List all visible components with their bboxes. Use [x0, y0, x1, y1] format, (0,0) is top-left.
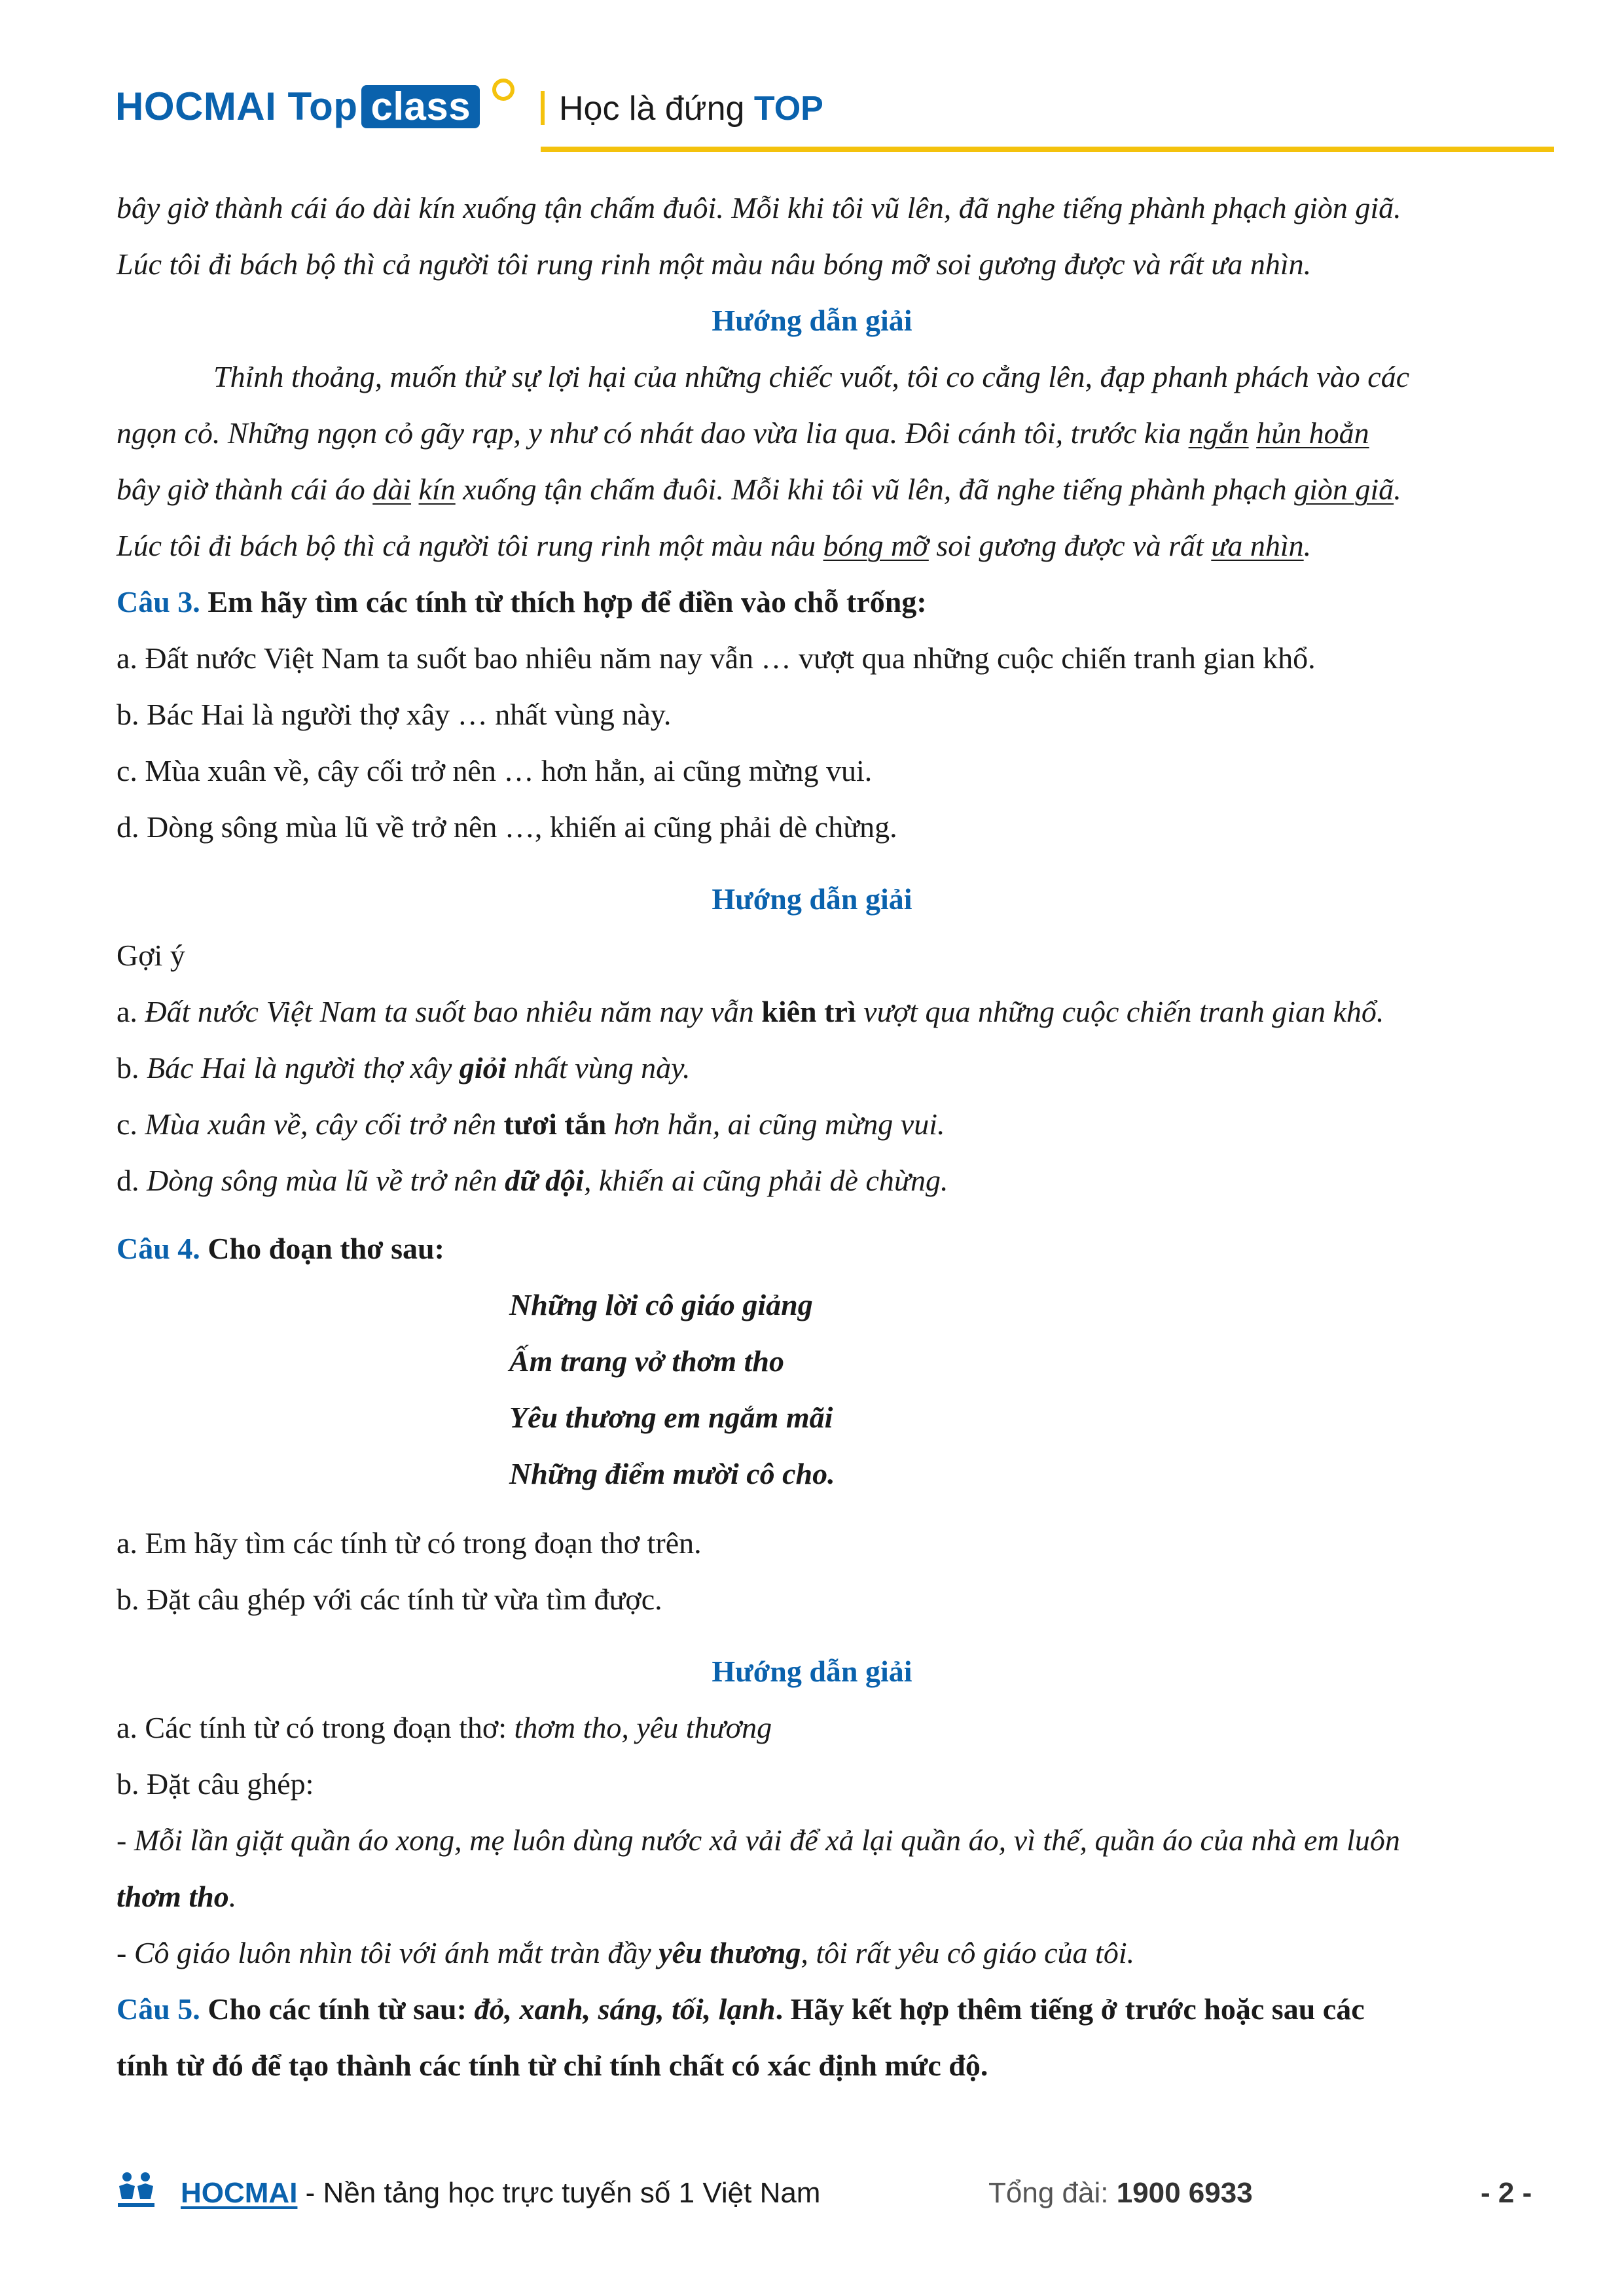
- slogan: [541, 89, 823, 128]
- poem-line: Yêu thương em ngắm mãi: [509, 1401, 833, 1434]
- footer-hotline-number: 1900 6933: [1116, 2177, 1253, 2209]
- footer-tagline: - Nền tảng học trực tuyến số 1 Việt Nam: [297, 2177, 821, 2209]
- q4-sentence-1-end: thơm tho.: [117, 1880, 237, 1913]
- q3-answer-a: a. Đất nước Việt Nam ta suốt bao nhiêu năm nay vẫn kiên trì vượt qua những cuộc chiến tranh gian khổ.: [117, 995, 1384, 1028]
- slogan-highlight: TOP: [753, 90, 823, 128]
- intro-line-2: Lúc tôi đi bách bộ thì cả người tôi rung rinh một màu nâu bóng mỡ soi gương được và rất ưa nhìn.: [117, 247, 1312, 281]
- q3-item-c: c. Mùa xuân về, cây cối trở nên … hơn hẳn, ai cũng mừng vui.: [117, 754, 873, 787]
- guide1-text: soi gương được và rất: [928, 529, 1212, 562]
- footer-hotline: [988, 2177, 1253, 2210]
- answer-word: thơm tho, yêu thương: [514, 1711, 772, 1744]
- answer-word: dữ dội: [505, 1164, 584, 1197]
- answer-word: kiên trì: [761, 995, 856, 1028]
- question-5: [117, 1991, 1365, 2028]
- question-label: Câu 4.: [117, 1232, 200, 1265]
- brand-class: class: [361, 85, 480, 128]
- q3-answer-d: d. Dòng sông mùa lũ về trở nên dữ dội, khiến ai cũng phải dè chừng.: [117, 1164, 948, 1197]
- poem-line: Những lời cô giáo giảng: [509, 1288, 813, 1321]
- poem-line: Ấm trang vở thơm tho: [509, 1344, 785, 1378]
- question-3: [117, 584, 927, 620]
- brand-logo: [115, 84, 480, 129]
- question-label: Câu 3.: [117, 585, 200, 619]
- answer-text: , tôi rất yêu cô giáo của tôi.: [801, 1936, 1135, 1969]
- answer-text: , khiến ai cũng phải dè chừng.: [583, 1164, 948, 1197]
- header-rule: [541, 147, 1554, 152]
- answer-word: yêu thương: [659, 1936, 801, 1969]
- question-5-line-2: tính từ đó để tạo thành các tính từ chỉ tính chất có xác định mức độ.: [117, 2049, 988, 2082]
- q4-item-b: b. Đặt câu ghép với các tính từ vừa tìm được.: [117, 1583, 662, 1616]
- question-4: [117, 1230, 444, 1267]
- guide-heading-2: Hướng dẫn giải: [712, 882, 912, 916]
- answer-word: thơm tho: [117, 1880, 229, 1913]
- q4-item-a: a. Em hãy tìm các tính từ có trong đoạn thơ trên.: [117, 1526, 702, 1560]
- poem-line: Những điểm mười cô cho.: [509, 1457, 835, 1490]
- underlined-adjective: ưa nhìn: [1211, 529, 1304, 562]
- guide1-line-4: Lúc tôi đi bách bộ thì cả người tôi rung rinh một màu nâu bóng mỡ soi gương được và rất ưa nhìn.: [117, 529, 1312, 562]
- hocmai-people-icon: [115, 2170, 157, 2210]
- sun-icon: [492, 79, 514, 101]
- guide1-text: xuống tận chấm đuôi. Mỗi khi tôi vũ lên, đã nghe tiếng phành phạch: [455, 473, 1295, 506]
- answer-text: hơn hẳn, ai cũng mừng vui.: [606, 1107, 945, 1141]
- footer-brand-link[interactable]: HOCMAI: [181, 2177, 298, 2209]
- question-words: đỏ, xanh, sáng, tối, lạnh: [474, 1992, 776, 2026]
- guide1-text: ngọn cỏ. Những ngọn cỏ gãy rạp, y như có nhát dao vừa lia qua. Đôi cánh tôi, trước kia: [117, 416, 1189, 450]
- answer-text: Dòng sông mùa lũ về trở nên: [147, 1164, 505, 1197]
- q4-sentence-2: [117, 1935, 1134, 1971]
- answer-text: Mùa xuân về, cây cối trở nên: [145, 1107, 504, 1141]
- answer-text: Bác Hai là người thợ xây: [147, 1051, 460, 1085]
- guide-heading-3: Hướng dẫn giải: [712, 1655, 912, 1688]
- answer-text: nhất vùng này.: [506, 1051, 691, 1085]
- q3-item-d: d. Dòng sông mùa lũ về trở nên …, khiến ai cũng phải dè chừng.: [117, 810, 897, 844]
- answer-word: giỏi: [459, 1051, 507, 1085]
- q3-item-a: a. Đất nước Việt Nam ta suốt bao nhiêu năm nay vẫn … vượt qua những cuộc chiến tranh gian khổ.: [117, 641, 1316, 675]
- underlined-adjective: dài: [372, 473, 412, 506]
- question-text: Cho các tính từ sau:: [208, 1992, 475, 2026]
- guide-heading-1: Hướng dẫn giải: [712, 304, 912, 337]
- brand-hocmai: HOCMAI: [115, 84, 277, 128]
- page-number: - 2 -: [1481, 2177, 1532, 2209]
- answer-word: tươi tắn: [503, 1107, 607, 1141]
- q3-hint: Gợi ý: [117, 939, 185, 972]
- guide1-line-2: [117, 415, 1369, 452]
- underlined-adjective: ngắn: [1188, 416, 1249, 450]
- guide1-text: Lúc tôi đi bách bộ thì cả người tôi rung rinh một màu nâu: [117, 529, 823, 562]
- question-text: . Hãy kết hợp thêm tiếng ở trước hoặc sau các: [775, 1992, 1365, 2026]
- q3-answer-b: b. Bác Hai là người thợ xây giỏi nhất vùng này.: [117, 1051, 691, 1085]
- question-text: Cho đoạn thơ sau:: [208, 1232, 444, 1265]
- question-text: Em hãy tìm các tính từ thích hợp để điền vào chỗ trống:: [208, 585, 927, 619]
- answer-text: Đất nước Việt Nam ta suốt bao nhiêu năm nay vẫn: [145, 995, 762, 1028]
- guide1-line-3: bây giờ thành cái áo dài kín xuống tận chấm đuôi. Mỗi khi tôi vũ lên, đã nghe tiếng phành phạch giòn giã.: [117, 473, 1401, 506]
- answer-text: - Cô giáo luôn nhìn tôi với ánh mắt tràn đầy: [117, 1936, 659, 1969]
- footer-hotline-label: Tổng đài:: [988, 2177, 1117, 2209]
- q3-item-b: b. Bác Hai là người thợ xây … nhất vùng này.: [117, 698, 672, 731]
- q4-sentence-1: - Mỗi lần giặt quần áo xong, mẹ luôn dùng nước xả vải để xả lại quần áo, vì thế, quần áo của nhà em luôn: [117, 1823, 1400, 1857]
- q3-answer-c: c. Mùa xuân về, cây cối trở nên tươi tắn hơn hẳn, ai cũng mừng vui.: [117, 1107, 945, 1141]
- answer-text: a. Các tính từ có trong đoạn thơ:: [117, 1711, 514, 1744]
- underlined-adjective: giòn giã: [1294, 473, 1394, 506]
- question-label: Câu 5.: [117, 1992, 200, 2026]
- intro-line-1: bây giờ thành cái áo dài kín xuống tận chấm đuôi. Mỗi khi tôi vũ lên, đã nghe tiếng phành phạch giòn giã.: [117, 191, 1401, 224]
- slogan-divider: [541, 91, 545, 125]
- brand-top: Top: [287, 84, 358, 128]
- guide1-line-1: Thỉnh thoảng, muốn thử sự lợi hại của những chiếc vuốt, tôi co cẳng lên, đạp phanh phách vào các: [213, 360, 1410, 393]
- footer-brand: [181, 2177, 820, 2210]
- slogan-text: Học là đứng: [559, 90, 745, 128]
- answer-text: vượt qua những cuộc chiến tranh gian khổ.: [856, 995, 1384, 1028]
- q4-answer-a: [117, 1710, 772, 1746]
- underlined-adjective: kín: [418, 473, 456, 506]
- q4-answer-b: b. Đặt câu ghép:: [117, 1767, 314, 1801]
- underlined-adjective: hủn hoẳn: [1256, 416, 1369, 450]
- guide1-text: bây giờ thành cái áo: [117, 473, 373, 506]
- underlined-adjective: bóng mỡ: [823, 529, 929, 562]
